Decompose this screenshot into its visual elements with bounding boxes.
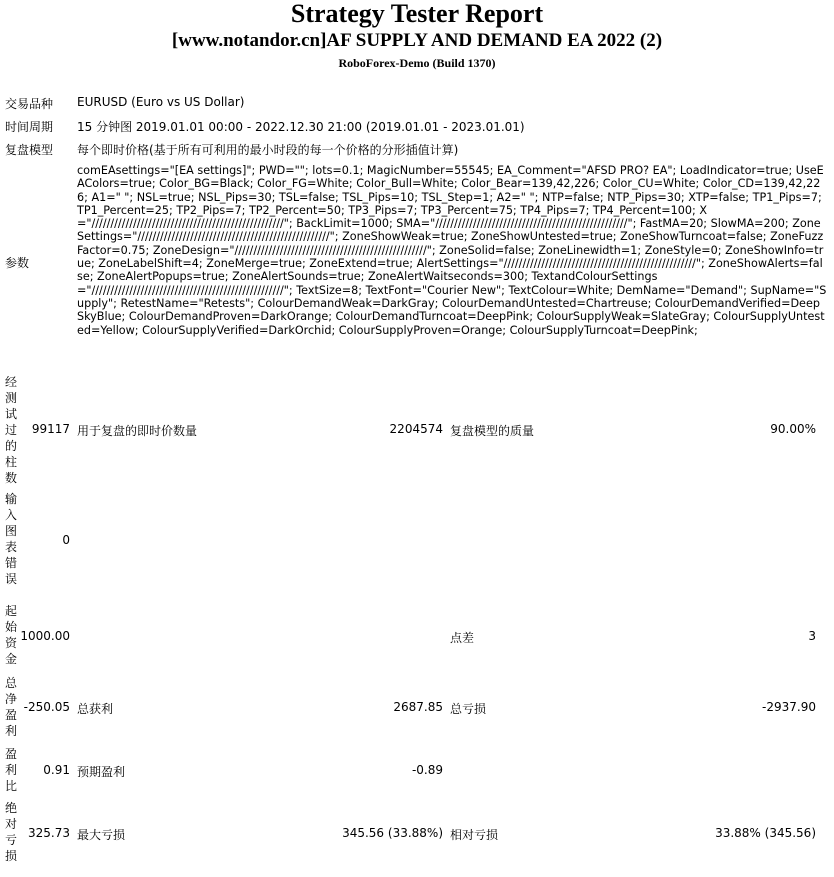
period-value: 15 分钟图 2019.01.01 00:00 - 2022.12.30 21:00 (2019.01.01 - 2023.01.01) (77, 120, 525, 134)
maxdd-label: 最大亏损 (77, 828, 126, 842)
pf-label: 盈利比 (5, 747, 18, 793)
quality-label: 复盘模型的质量 (450, 424, 535, 438)
deposit-value: 1000.00 (20, 629, 70, 643)
params-value: comEAsettings="[EA settings]"; PWD=""; lots=0.1; MagicNumber=55545; EA_Comment="AFSD PRO? EA"; LoadIndicator=true; UseEAColors=true; Color_BG=Black; Color_FG=White; Color_Bull=White; Color_Bear=139,42,226; Color_CU=White; Color_CD=139,42,226; A1=" "; NSL=true; NSL_Pips=30; TSL=false; TSL_Pips=10; TSL_Step=1; A2=" "; NTP=false; NTP_Pips=30; XTP=false; TP1_Pips=7; TP1_Percent=25; TP2_Pips=7; TP2_Percent=50; TP3_Pips=7; TP3_Percent=75; TP4_Pips=7; TP4_Percent=100; X="///////////////////////////////////////////////////"; BackLimit=1000; SMA="///////////////////////////////////////////////////"; FastMA=20; SlowMA=200; ZoneSettings="///////////////////////////////////////////////////"; ZoneShowWeak=true; ZoneShowUntested=true; ZoneShowTurncoat=false; ZoneFuzzFactor=0.75; ZoneDesign="///////////////////////////////////////////////////"; ZoneSolid=false; ZoneLinewidth=1; ZoneStyle=0; ZoneShowInfo=true; ZoneLabelShift=4; ZoneMerge=true; ZoneExtend=true; AlertSettings="///////////////////////////////////////////////////"; ZoneShowAlerts=false; ZoneAlertPopups=true; ZoneAlertSounds=true; ZoneAlertWaitseconds=300; TextandColourSettings="///////////////////////////////////////////////////"; TextSize=8; TextFont="Courier New"; TextColour=White; DemName="Demand"; SupName="Supply"; RetestName="Retests"; ColourDemandWeak=DarkGray; ColourDemandUntested=Chartreuse; ColourDemandVerified=DeepSkyBlue; ColourDemandProven=DarkOrange; ColourDemandTurncoat=DeepPink; ColourSupplyWeak=SlateGray; ColourSupplyUntested=Yellow; ColourSupplyVerified=DarkOrchid; ColourSupplyProven=Orange; ColourSupplyTurncoat=DeepPink; (77, 164, 827, 337)
ticks-label: 用于复盘的即时价数量 (77, 424, 198, 438)
grossloss-label: 总亏损 (450, 702, 487, 716)
symbol-value: EURUSD (Euro vs US Dollar) (77, 95, 245, 109)
grossprofit-label: 总获利 (77, 702, 114, 716)
expected-label: 预期盈利 (77, 765, 126, 779)
params-label: 参数 (5, 256, 30, 270)
quality-value: 90.00% (770, 422, 816, 436)
server-build: RoboForex-Demo (Build 1370) (338, 56, 496, 70)
bars-label: 经测试过的柱数 (5, 375, 18, 485)
report-title: Strategy Tester Report (290, 0, 544, 28)
report-subtitle: [www.notandor.cn]AF SUPPLY AND DEMAND EA 2022 (2) (171, 30, 663, 51)
expected-value: -0.89 (411, 763, 443, 777)
symbol-label: 交易品种 (5, 97, 54, 111)
spread-value: 3 (808, 629, 816, 643)
ticks-value: 2204574 (389, 422, 443, 436)
pf-value: 0.91 (43, 763, 70, 777)
netprofit-value: -250.05 (23, 700, 70, 714)
grossloss-value: -2937.90 (762, 700, 816, 714)
model-label: 复盘模型 (5, 143, 54, 157)
errors-value: 0 (62, 533, 70, 547)
spread-label: 点差 (450, 631, 475, 645)
errors-label: 输入图表错误 (5, 492, 18, 586)
report-header (0, 0, 834, 70)
model-value: 每个即时价格(基于所有可利用的最小时段的每一个价格的分形插值计算) (77, 143, 459, 157)
grossprofit-value: 2687.85 (393, 700, 443, 714)
netprofit-label: 总净盈利 (5, 676, 18, 738)
absdd-value: 325.73 (28, 826, 70, 840)
deposit-label: 起始资金 (5, 604, 18, 666)
bars-value: 99117 (31, 422, 70, 436)
reldd-value: 33.88% (345.56) (715, 826, 816, 840)
period-label: 时间周期 (5, 120, 54, 134)
absdd-label: 绝对亏损 (5, 801, 18, 863)
reldd-label: 相对亏损 (450, 828, 499, 842)
maxdd-value: 345.56 (33.88%) (342, 826, 443, 840)
